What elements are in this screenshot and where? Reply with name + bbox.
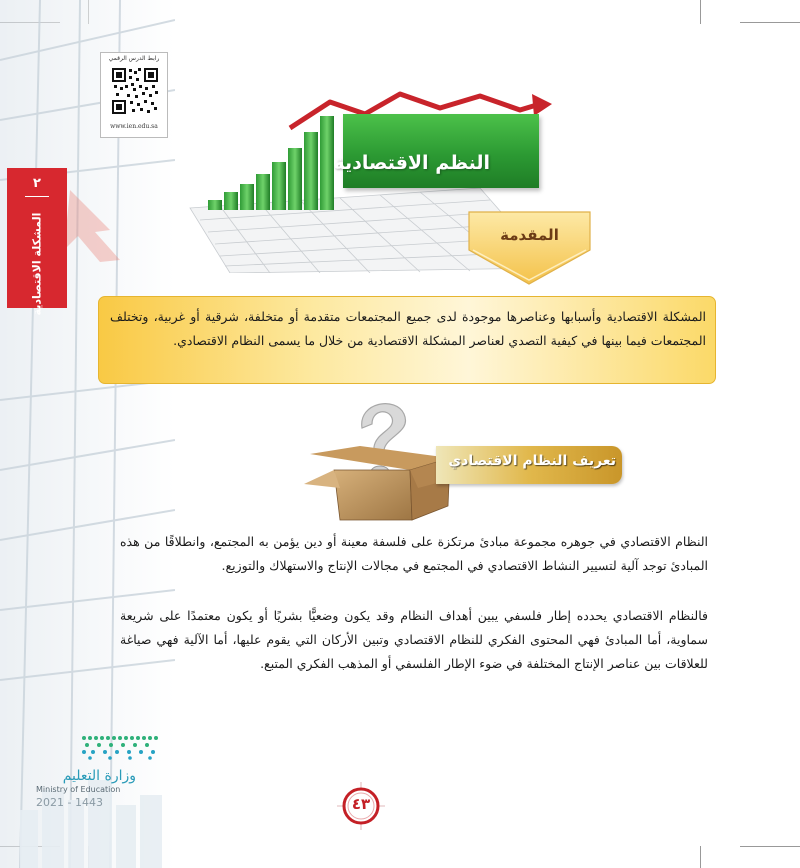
intro-badge [467, 210, 592, 286]
definition-paragraph-1: النظام الاقتصادي في جوهره مجموعة مبادئ مرتكزة على فلسفة معينة أو دين يؤمن به المجتمع، وانطلاقًا من هذه المبادئ توجد آلية لتسيير النشاط الاقتصادي في المجتمع في مجالات الإنتاج والاستهلاك والتوزيع. [120, 534, 708, 573]
chapter-banner [343, 114, 539, 188]
page-number: ٤٣ [351, 795, 371, 813]
ministry-name-english: Ministry of Education [36, 785, 121, 794]
edition-year: 2021 - 1443 [36, 796, 103, 809]
intro-title: المقدمة [500, 226, 559, 244]
qr-code-icon [111, 67, 159, 115]
crop-mark [740, 846, 800, 847]
intro-paragraph: المشكلة الاقتصادية وأسبابها وعناصرها موجودة لدى جميع المجتمعات متقدمة أو متخلفة، شرقية أو غربية، وتختلف المجتمعات فيما بينها في كيفية التصدي لعناصر المشكلة الاقتصادية من خلال ما يسمى النظام الاقتصادي. [110, 309, 706, 348]
crop-mark [740, 22, 800, 23]
crop-mark [700, 0, 701, 24]
definition-paragraph-2: فالنظام الاقتصادي يحدده إطار فلسفي يبين أهداف النظام وقد يكون وضعيًّا بشريًا أو يكون معتمدًا على شريعة سماوية، أما المبادئ فهي المحتوى الفكري للنظام الاقتصادي وتبين الأركان التي يقوم عليها، أما الآلية فهي صياغة للعلاقات بين عناصر الإنتاج المختلفة في ضوء الإطار الفلسفي أو المذهب الفكري المتبع. [120, 608, 708, 671]
unit-title: المشكلة الاقتصادية [30, 212, 44, 316]
definition-title: تعريف النظام الاقتصادي [448, 453, 616, 469]
qr-url[interactable]: www.ien.edu.sa [110, 123, 158, 130]
chapter-title: النظم الاقتصادية [333, 152, 490, 174]
crop-mark [700, 846, 701, 868]
chapter-label: الفصل ٢-٤ [671, 118, 730, 131]
chapter-side-tab [7, 168, 67, 316]
qr-code-box[interactable] [100, 52, 168, 138]
unit-number: ٢ [33, 176, 41, 191]
ministry-name-arabic: وزارة التعليم [62, 768, 136, 784]
qr-label: رابط الدرس الرقمي [108, 55, 160, 62]
ministry-logo-icon [80, 730, 160, 760]
divider [25, 196, 49, 197]
